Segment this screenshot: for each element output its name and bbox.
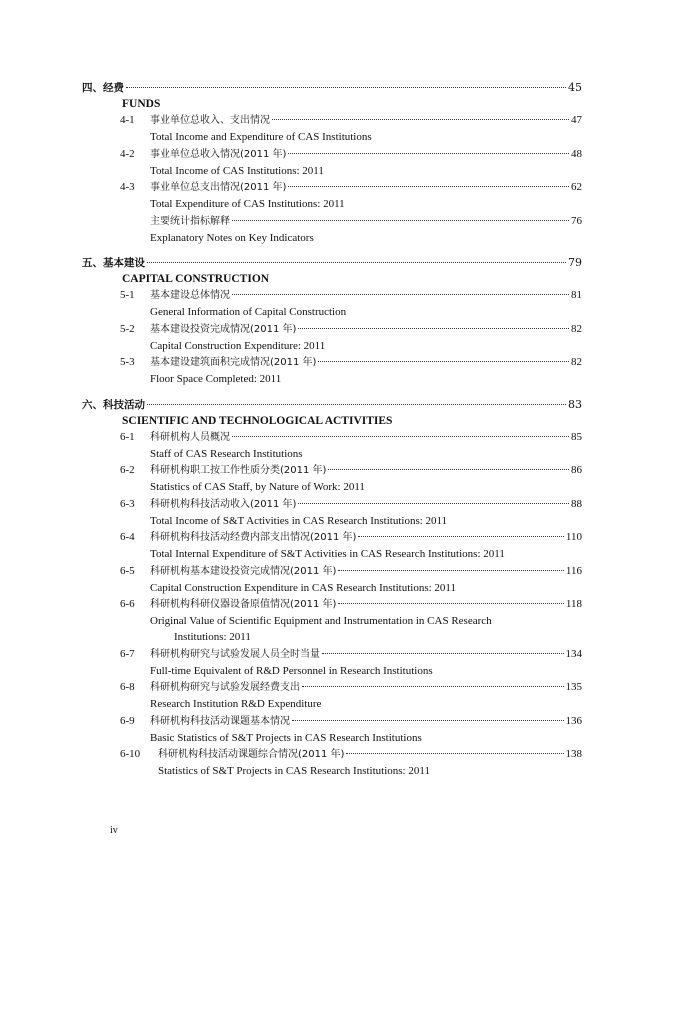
section-gap (82, 246, 582, 255)
entry-link[interactable] (150, 596, 582, 613)
dot-leader (318, 361, 569, 362)
entry-title: 主要统计指标解释 (150, 215, 230, 227)
entry-title-en: Total Income of S&T Activities in CAS Research Institutions: 2011 (150, 514, 448, 527)
entry-title: 科研机构人员概况 (150, 431, 230, 443)
entry-link[interactable] (150, 496, 582, 513)
section-heading-link[interactable] (82, 80, 582, 96)
entry-number: 6-3 (120, 497, 135, 510)
section-title-en: SCIENTIFIC AND TECHNOLOGICAL ACTIVITIES (122, 414, 393, 427)
dot-leader (302, 686, 564, 687)
entry-link[interactable] (150, 321, 582, 338)
entry-link[interactable] (150, 462, 582, 479)
entry-page-number: 116 (565, 564, 582, 577)
toc-section (82, 255, 582, 397)
entry-page-number: 82 (571, 322, 582, 335)
entry-page-number: 135 (565, 681, 582, 693)
section-title-en: CAPITAL CONSTRUCTION (122, 273, 270, 285)
entry-number: 5-3 (120, 356, 135, 368)
section-title-en: FUNDS (122, 98, 161, 110)
dot-leader (338, 603, 563, 604)
entry-title-en: Explanatory Notes on Key Indicators (150, 231, 314, 244)
toc-entry (82, 746, 582, 779)
entry-number: 4-1 (120, 114, 135, 126)
dot-leader (338, 570, 563, 571)
entry-title-en: Capital Construction Expenditure: 2011 (150, 339, 326, 352)
toc-entry (82, 496, 582, 529)
entry-page-number: 76 (571, 214, 582, 227)
entry-number: 6-5 (120, 564, 135, 577)
dot-leader (298, 328, 569, 329)
dot-leader (232, 220, 569, 221)
entry-number: 6-2 (120, 464, 135, 476)
toc-entry (82, 112, 582, 145)
toc-section (82, 397, 582, 780)
entry-link[interactable] (150, 429, 582, 446)
entry-title-en: Research Institution R&D Expenditure (150, 698, 322, 710)
entry-title: 五、基本建设 (82, 257, 145, 269)
entry-page-number: 88 (571, 497, 582, 510)
entry-page-number: 48 (571, 147, 582, 160)
entry-page-number: 45 (568, 81, 582, 94)
entry-title: 科研机构科技活动经费内部支出情况(2011 年) (150, 532, 357, 543)
dot-leader (147, 262, 566, 263)
entry-page-number: 62 (571, 181, 582, 193)
entry-page-number: 86 (571, 464, 582, 476)
entry-number: 4-2 (120, 147, 135, 160)
entry-link[interactable] (150, 646, 582, 663)
entry-link[interactable] (150, 679, 582, 696)
entry-page-number: 82 (571, 356, 582, 368)
entry-page-number: 136 (565, 714, 582, 727)
entry-link[interactable] (150, 287, 582, 304)
dot-leader (328, 469, 569, 470)
entry-page-number: 83 (568, 397, 582, 411)
entry-title: 事业单位总收入、支出情况 (150, 115, 270, 126)
entry-title: 事业单位总收入情况(2011 年) (150, 148, 287, 160)
entry-number: 6-9 (120, 714, 135, 727)
dot-leader (126, 87, 566, 88)
entry-title-en: Total Income of CAS Institutions: 2011 (150, 164, 324, 177)
toc-entry (82, 646, 582, 679)
entry-title-en: Original Value of Scientific Equipment and Instrumentation in CAS Research (150, 615, 492, 627)
entry-link[interactable] (150, 179, 582, 196)
entry-title: 科研机构职工按工作性质分类(2011 年) (150, 465, 327, 476)
toc-section (82, 80, 582, 255)
entry-link[interactable] (150, 563, 582, 580)
entry-title: 基本建设建筑面积完成情况(2011 年) (150, 357, 317, 368)
entry-page-number: 134 (565, 647, 582, 660)
section-heading-link[interactable] (82, 397, 582, 413)
toc-entry (82, 679, 582, 712)
entry-link[interactable] (150, 529, 582, 546)
entry-number: 5-2 (120, 322, 135, 335)
page-number: iv (110, 825, 118, 836)
dot-leader (232, 294, 569, 295)
entry-number: 6-8 (120, 681, 135, 693)
entry-title: 科研机构基本建设投资完成情况(2011 年) (150, 565, 337, 577)
entry-link[interactable] (150, 146, 582, 163)
toc-entry (82, 563, 582, 596)
entry-link[interactable] (150, 713, 582, 730)
entry-title: 四、经费 (82, 82, 124, 94)
entry-page-number: 118 (565, 598, 582, 610)
section-gap (82, 388, 582, 397)
entry-title: 事业单位总支出情况(2011 年) (150, 182, 287, 193)
toc-entry (82, 146, 582, 179)
entry-link[interactable] (150, 213, 582, 230)
entry-page-number: 81 (571, 289, 582, 301)
toc-entry (82, 429, 582, 462)
entry-link[interactable] (158, 746, 582, 763)
dot-leader (292, 720, 564, 721)
entry-title-en: Capital Construction Expenditure in CAS Research Institutions: 2011 (150, 581, 457, 594)
entry-title-en: Total Income and Expenditure of CAS Institutions (150, 131, 372, 143)
entry-page-number: 47 (571, 114, 582, 126)
entry-number: 6-6 (120, 598, 135, 610)
entry-title: 基本建设投资完成情况(2011 年) (150, 323, 297, 335)
entry-title-en: Total Internal Expenditure of S&T Activities in CAS Research Institutions: 2011 (150, 548, 505, 560)
entry-link[interactable] (150, 112, 582, 129)
toc-entry (82, 179, 582, 212)
toc-entry (82, 287, 582, 320)
entry-title: 科研机构科技活动收入(2011 年) (150, 498, 297, 510)
entry-number: 4-3 (120, 181, 135, 193)
entry-title: 科研机构研究与试验发展人员全时当量 (150, 648, 320, 660)
dot-leader (288, 153, 569, 154)
toc-entry (82, 213, 582, 246)
entry-page-number: 110 (565, 531, 582, 543)
entry-title-en: General Information of Capital Construction (150, 306, 347, 318)
entry-title-en: Full-time Equivalent of R&D Personnel in Research Institutions (150, 664, 433, 677)
entry-page-number: 138 (565, 748, 582, 760)
entry-page-number: 85 (571, 430, 582, 443)
entry-title-en: Staff of CAS Research Institutions (150, 447, 303, 460)
entry-title-en: Floor Space Completed: 2011 (150, 373, 282, 385)
entry-number: 6-10 (120, 748, 141, 760)
entry-link[interactable] (150, 354, 582, 371)
entry-title: 科研机构科技活动课题综合情况(2011 年) (158, 749, 345, 760)
section-heading-link[interactable] (82, 255, 582, 271)
entry-title-en: Statistics of CAS Staff, by Nature of Work: 2011 (150, 481, 365, 493)
dot-leader (298, 503, 569, 504)
toc-entry (82, 321, 582, 354)
dot-leader (322, 653, 564, 654)
dot-leader (232, 436, 569, 437)
dot-leader (288, 186, 569, 187)
toc-entry (82, 354, 582, 387)
dot-leader (147, 404, 566, 405)
entry-title-en: Statistics of S&T Projects in CAS Research Institutions: 2011 (158, 765, 430, 777)
entry-title: 科研机构科技活动课题基本情况 (150, 715, 290, 727)
dot-leader (358, 536, 563, 537)
entry-title: 六、科技活动 (82, 398, 145, 411)
entry-page-number: 79 (568, 256, 582, 269)
entry-title: 科研机构科研仪器设备原值情况(2011 年) (150, 599, 337, 610)
entry-title-en: Basic Statistics of S&T Projects in CAS Research Institutions (150, 731, 422, 744)
entry-title-en: Total Expenditure of CAS Institutions: 2011 (150, 198, 345, 210)
entry-title-en: Institutions: 2011 (174, 631, 251, 643)
toc-entry (82, 529, 582, 562)
table-of-contents (82, 80, 582, 780)
dot-leader (272, 119, 569, 120)
entry-number: 6-7 (120, 647, 135, 660)
entry-number: 5-1 (120, 289, 135, 301)
toc-entry (82, 462, 582, 495)
entry-title: 基本建设总体情况 (150, 290, 230, 301)
entry-title: 科研机构研究与试验发展经费支出 (150, 682, 300, 693)
toc-entry (82, 713, 582, 746)
entry-number: 6-1 (120, 430, 135, 443)
toc-entry (82, 596, 582, 645)
entry-number: 6-4 (120, 531, 135, 543)
dot-leader (346, 753, 563, 754)
